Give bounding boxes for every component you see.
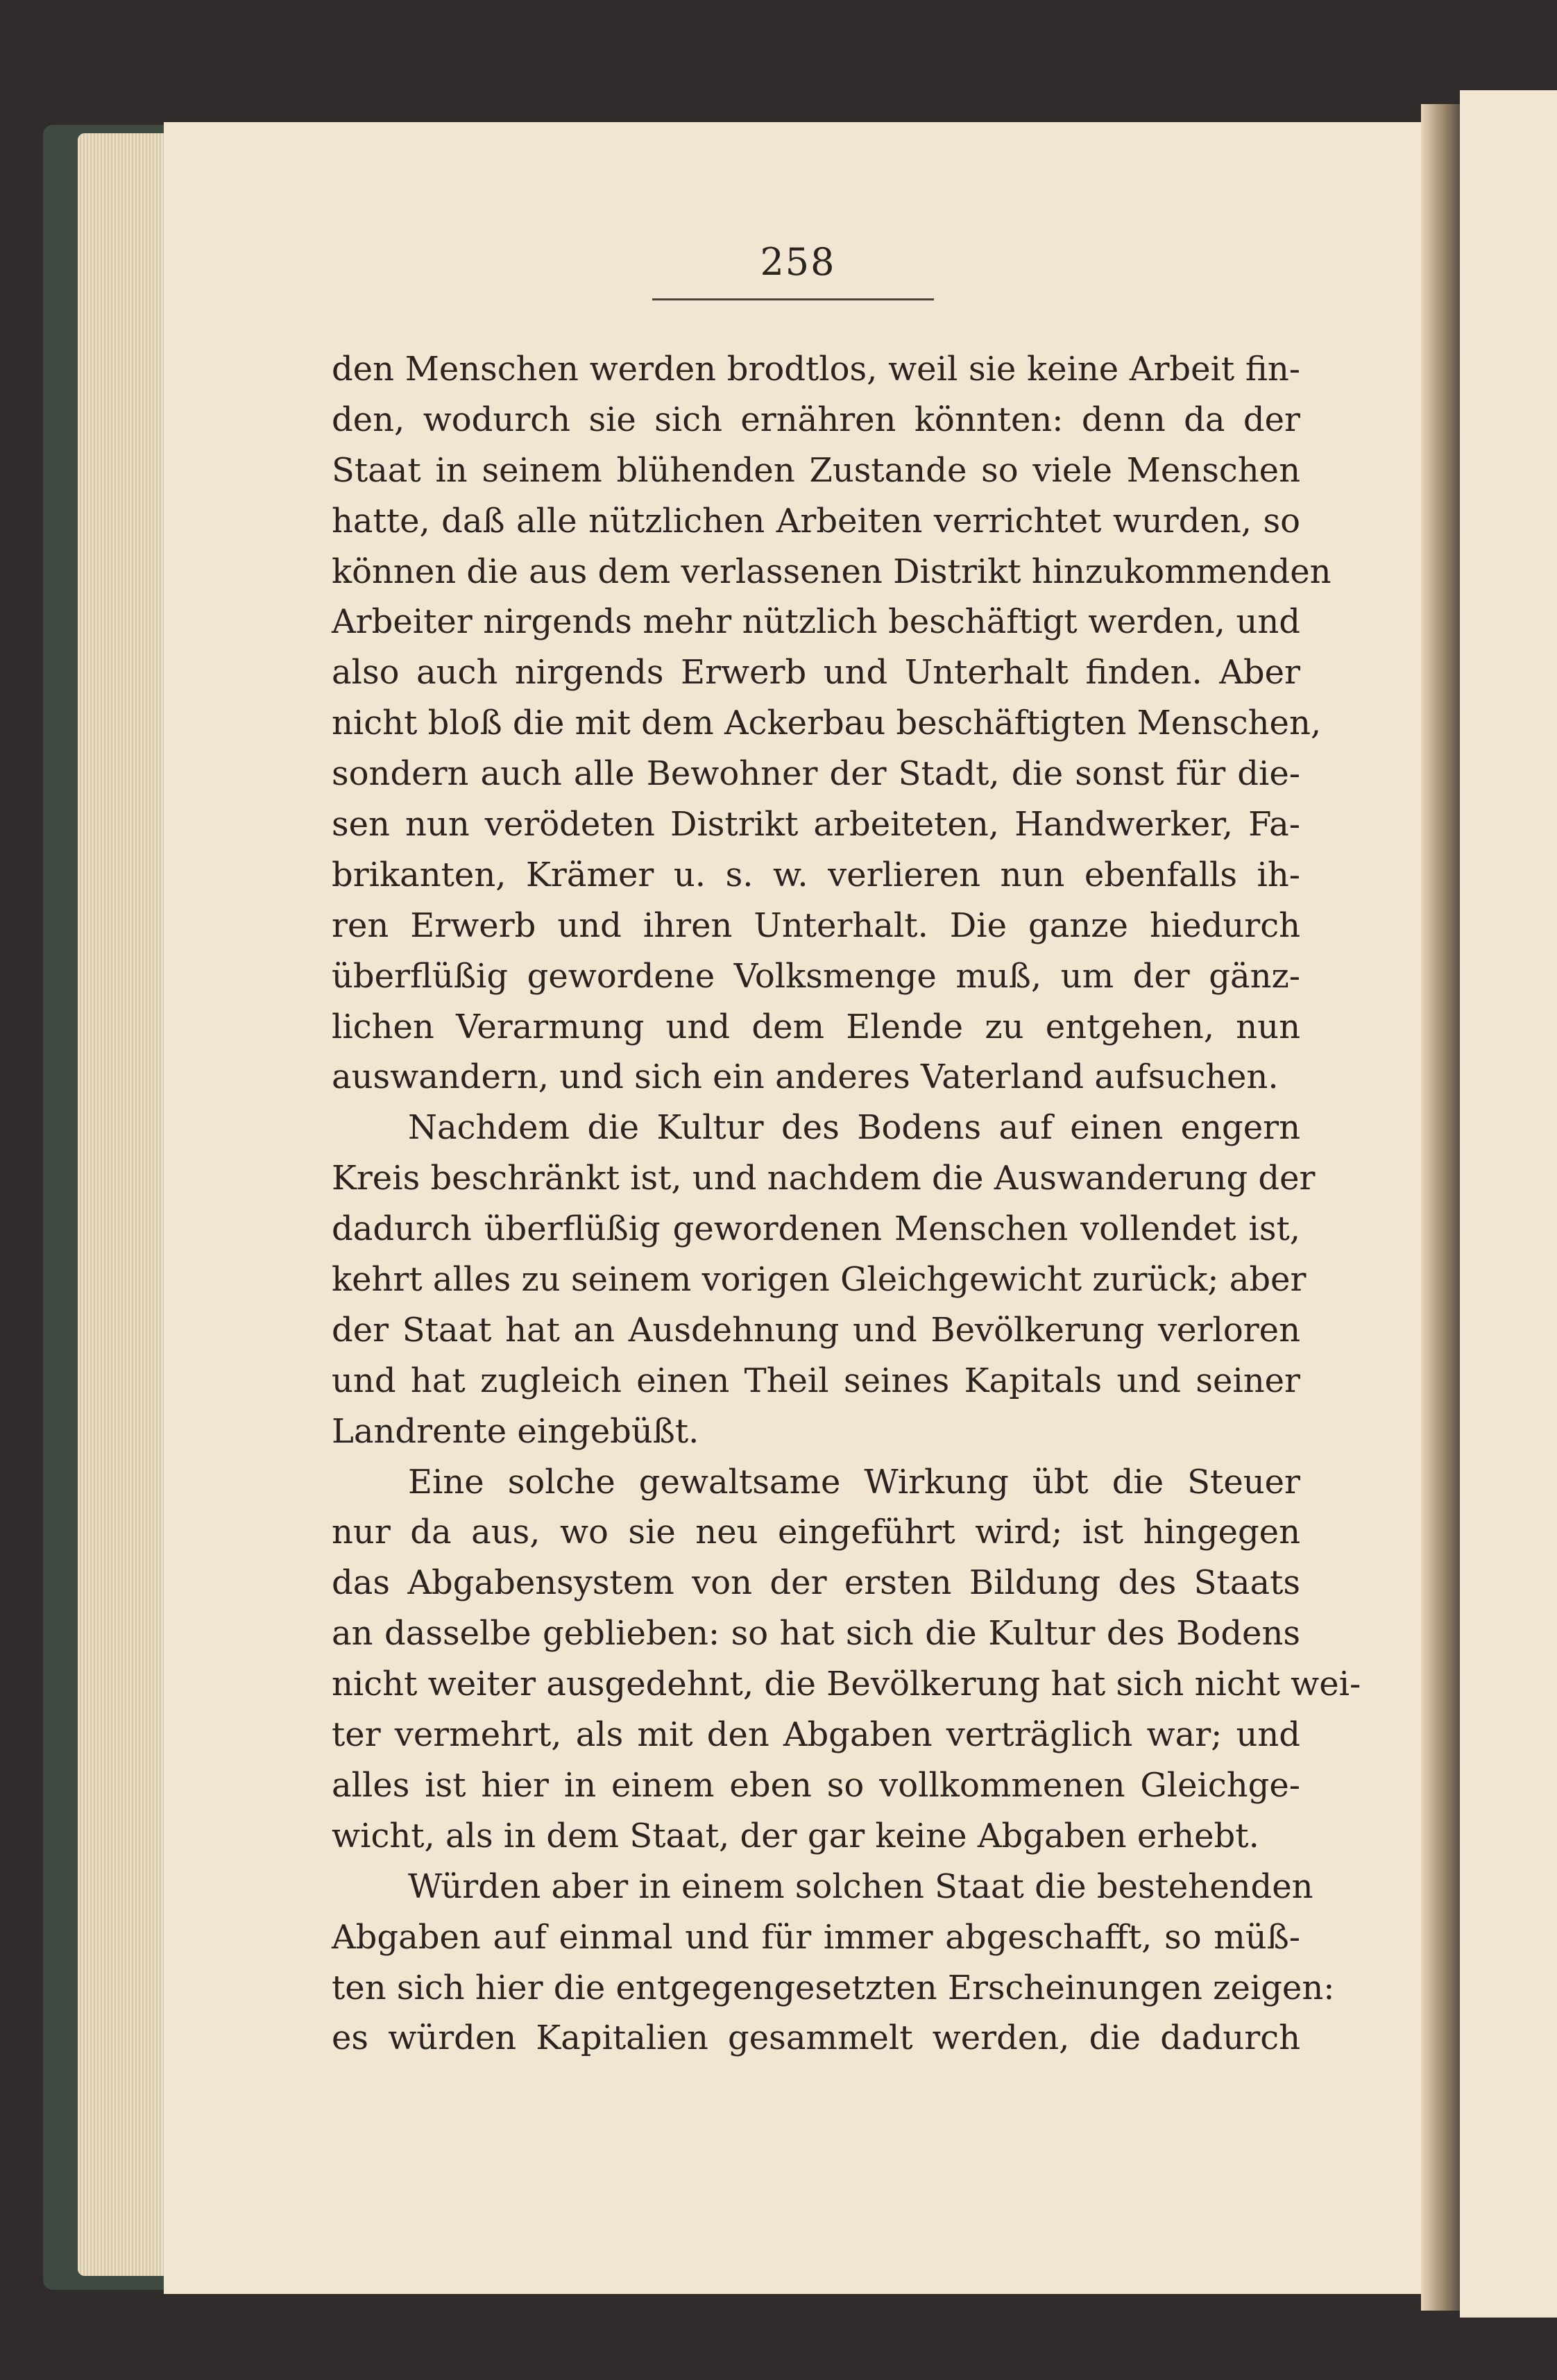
- text-line: nur da aus, wo sie neu eingeführt wird; ist hingegen: [332, 1513, 1300, 1552]
- text-line: Nachdem die Kultur des Bodens auf einen engern: [408, 1108, 1300, 1148]
- text-line: das Abgabensystem von der ersten Bildung des Staats: [332, 1563, 1300, 1603]
- text-line: ren Erwerb und ihren Unterhalt. Die ganze hiedurch: [332, 906, 1300, 945]
- text-line: können die aus dem verlassenen Distrikt hinzukommenden: [332, 552, 1331, 591]
- text-line: an dasselbe geblieben: so hat sich die Kultur des Bodens: [332, 1614, 1300, 1654]
- text-line: ten sich hier die entgegengesetzten Erscheinungen zeigen:: [332, 1968, 1335, 2007]
- text-line: hatte, daß alle nützlichen Arbeiten verrichtet wurden, so: [332, 501, 1300, 541]
- text-line: ter vermehrt, als mit den Abgaben verträglich war; und: [332, 1715, 1300, 1755]
- text-line: der Staat hat an Ausdehnung und Bevölkerung verloren: [332, 1310, 1300, 1350]
- text-line: sen nun verödeten Distrikt arbeiteten, Handwerker, Fa-: [332, 805, 1300, 844]
- book-gutter: [1421, 104, 1460, 2311]
- text-line: also auch nirgends Erwerb und Unterhalt finden. Aber: [332, 653, 1300, 692]
- text-line: nicht weiter ausgedehnt, die Bevölkerung hat sich nicht wei-: [332, 1665, 1361, 1704]
- text-line: brikanten, Krämer u. s. w. verlieren nun ebenfalls ih-: [332, 855, 1300, 894]
- text-line: Würden aber in einem solchen Staat die bestehenden: [408, 1867, 1313, 1906]
- text-line: Kreis beschränkt ist, und nachdem die Auswanderung der: [332, 1159, 1316, 1198]
- text-line: auswandern, und sich ein anderes Vaterland aufsuchen.: [332, 1057, 1279, 1097]
- text-line: Staat in seinem blühenden Zustande so viele Menschen: [332, 450, 1300, 490]
- text-line: Abgaben auf einmal und für immer abgeschafft, so müß-: [332, 1917, 1300, 1957]
- text-line: den, wodurch sie sich ernähren könnten: denn da der: [332, 400, 1300, 439]
- text-line: wicht, als in dem Staat, der gar keine Abgaben erhebt.: [332, 1816, 1259, 1855]
- text-line: den Menschen werden brodtlos, weil sie keine Arbeit fin-: [332, 350, 1300, 389]
- text-line: dadurch überflüßig gewordenen Menschen vollendet ist,: [332, 1209, 1300, 1249]
- text-line: kehrt alles zu seinem vorigen Gleichgewicht zurück; aber: [332, 1260, 1307, 1300]
- text-line: es würden Kapitalien gesammelt werden, die dadurch: [332, 2018, 1300, 2058]
- text-line: sondern auch alle Bewohner der Stadt, die sonst für die-: [332, 754, 1300, 794]
- text-line: und hat zugleich einen Theil seines Kapitals und seiner: [332, 1361, 1300, 1400]
- text-line: überflüßig gewordene Volksmenge muß, um der gänz-: [332, 956, 1300, 996]
- page-edges: [78, 133, 168, 2276]
- header-rule: [652, 298, 934, 300]
- adjacent-page: [1460, 90, 1557, 2318]
- text-line: nicht bloß die mit dem Ackerbau beschäftigten Menschen,: [332, 704, 1322, 743]
- text-line: lichen Verarmung und dem Elende zu entgehen, nun: [332, 1007, 1300, 1046]
- text-line: Eine solche gewaltsame Wirkung übt die Steuer: [408, 1462, 1300, 1502]
- page-number: 258: [760, 240, 836, 284]
- text-line: Arbeiter nirgends mehr nützlich beschäftigt werden, und: [332, 602, 1300, 642]
- text-line: alles ist hier in einem eben so vollkommenen Gleichge-: [332, 1765, 1300, 1805]
- text-line: Landrente eingebüßt.: [332, 1411, 699, 1451]
- body-text: [332, 344, 1361, 2064]
